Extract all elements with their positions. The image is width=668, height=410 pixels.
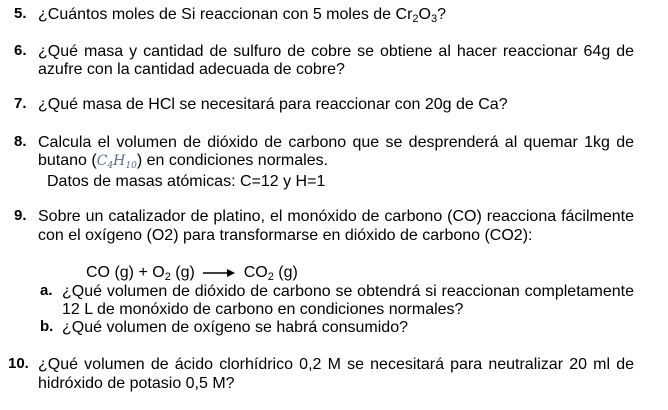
question-text-line-1: ¿Qué volumen de ácido clorhídrico 0,2 M se necesitará para neutralizar 20 ml de (38, 356, 634, 373)
question-number: 10. (8, 355, 29, 372)
reaction-arrow-icon (203, 268, 235, 278)
question-text-line-1: ¿Qué masa y cantidad de sulfuro de cobre se obtiene al hacer reaccionar 64g de (38, 43, 634, 60)
question-text-line-2: con el oxígeno (O2) para transformarse en dióxido de carbono (CO2): (38, 227, 533, 244)
atomic-masses-note: Datos de masas atómicas: C=12 y H=1 (47, 173, 326, 190)
subquestion-b-line-1: ¿Qué volumen de oxígeno se habrá consumido? (62, 319, 408, 336)
question-text-line-2: butano $(C_4H_{10})$ en condiciones normales. (38, 152, 329, 171)
question-text: ¿Cuántos moles de Si reaccionan con 5 moles de $Cr_2O_3$? (38, 6, 447, 25)
question-number: 7. (14, 95, 27, 112)
question-text-line-2: hidróxido de potasio 0,5 M? (38, 375, 235, 392)
subquestion-b-label: b. (40, 318, 54, 335)
question-number: 9. (14, 207, 27, 224)
question-text-line-1: Sobre un catalizador de platino, el monóxido de carbono (CO) reacciona fácilmente (38, 208, 634, 225)
butane-formula: $C_4H_{10}$ (96, 153, 137, 171)
question-text: ¿Qué masa de HCl se necesitará para reaccionar con 20g de Ca? (38, 96, 508, 113)
subquestion-a-label: a. (40, 282, 53, 299)
question-text-line-1: Calcula el volumen de dióxido de carbono que se desprenderá al quemar 1kg de (38, 134, 634, 151)
question-number: 6. (14, 42, 27, 59)
question-number: 5. (14, 5, 27, 22)
subquestion-a-line-1: ¿Qué volumen de dióxido de carbono se obtendrá si reaccionan completamente (62, 283, 634, 300)
chemical-equation: CO $(g) + O_2$ (g) $CO_2$ (g) (86, 264, 298, 283)
subquestion-a-line-2: 12 L de monóxido de carbono en condiciones normales? (62, 301, 464, 318)
question-number: 8. (14, 133, 27, 150)
question-text-line-2: azufre con la cantidad adecuada de cobre? (38, 61, 345, 78)
